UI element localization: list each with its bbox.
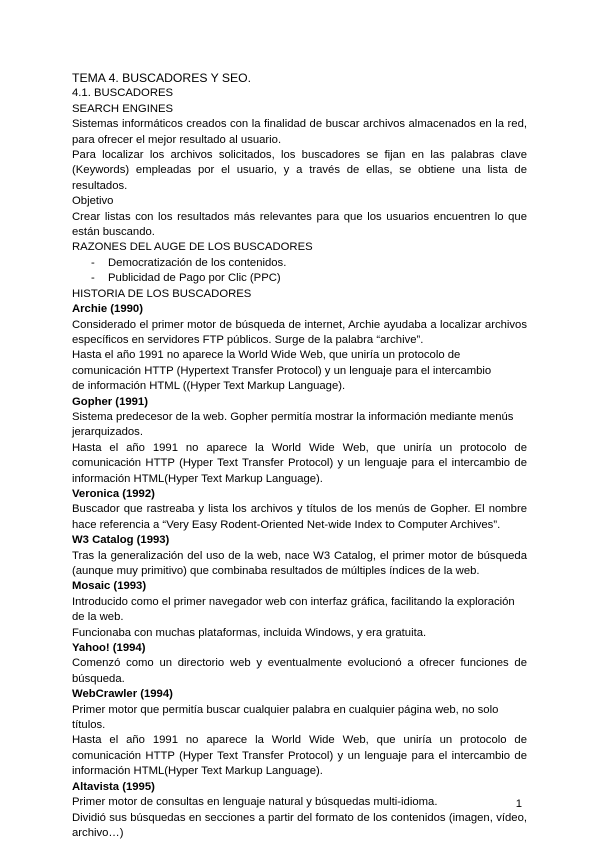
objetivo-text: Crear listas con los resultados más relevantes para que los usuarios encuentren lo que están buscando. — [72, 210, 527, 239]
list-item — [72, 256, 527, 271]
engine-heading-w3catalog: W3 Catalog (1993) — [72, 534, 170, 547]
engine-paragraph: Hasta el año 1991 no aparece la World Wide Web, que uniría un protocolo de — [72, 349, 461, 362]
list-item-text: Democratización de los contenidos. — [108, 256, 287, 269]
document-title: TEMA 4. BUSCADORES Y SEO. — [72, 71, 252, 85]
engine-paragraph: Primer motor de consultas en lenguaje natural y búsquedas multi-idioma. — [72, 796, 438, 809]
intro-paragraph-1: Sistemas informáticos creados con la finalidad de buscar archivos almacenados en la red, para ofrecer el mejor resultado al usuario. — [72, 118, 527, 146]
engine-heading-veronica: Veronica (1992) — [72, 487, 155, 500]
engine-heading-yahoo: Yahoo! (1994) — [72, 642, 146, 655]
engine-heading-mosaic: Mosaic (1993) — [72, 580, 147, 593]
engine-paragraph: Comenzó como un directorio web y eventualmente evolucionó a ofrecer funciones de búsqueda. — [72, 657, 527, 685]
engine-heading-webcrawler: WebCrawler (1994) — [72, 688, 173, 701]
engine-paragraph: Hasta el año 1991 no aparece la World Wide Web, que uniría un protocolo de comunicación HTTP (Hyper Text Transfer Protocol) y un lenguaje para el intercambio de información HTML(Hyper Text Markup Language). — [72, 734, 527, 778]
document-page — [72, 71, 527, 841]
engine-paragraph: Funcionaba con muchas plataformas, incluida Windows, y era gratuita. — [72, 626, 427, 639]
engine-paragraph: Considerado el primer motor de búsqueda de internet, Archie ayudaba a localizar archivos específicos en servidores FTP públicos. Surge de la palabra “archive”. — [72, 318, 527, 346]
historia-heading: HISTORIA DE LOS BUSCADORES — [72, 287, 252, 300]
razones-heading: RAZONES DEL AUGE DE LOS BUSCADORES — [72, 241, 313, 254]
engine-heading-archie: Archie (1990) — [72, 303, 143, 316]
dash-bullet: - — [91, 256, 95, 269]
page-number: 1 — [515, 798, 522, 810]
engine-paragraph: de información HTML ((Hyper Text Markup Language). — [72, 380, 346, 393]
razones-list — [72, 256, 527, 287]
engine-paragraph: Primer motor que permitía buscar cualquier palabra en cualquier página web, no solo títulos. — [72, 703, 499, 732]
intro-paragraph-2: Para localizar los archivos solicitados, los buscadores se fijan en las palabras clave (Keywords) empleadas por el usuario, y a través de ellas, se obtiene una lista de resultados. — [72, 149, 527, 192]
section-heading: 4.1. BUSCADORES — [72, 87, 174, 100]
engine-heading-gopher: Gopher (1991) — [72, 395, 148, 408]
engine-paragraph: Introducido como el primer navegador web con interfaz gráfica, facilitando la exploración de la web. — [72, 595, 515, 624]
objetivo-heading: Objetivo — [72, 195, 114, 208]
engine-heading-altavista: Altavista (1995) — [72, 780, 155, 793]
subtitle: SEARCH ENGINES — [72, 102, 174, 115]
dash-bullet: - — [91, 272, 95, 285]
engine-paragraph: Hasta el año 1991 no aparece la World Wide Web, que uniría un protocolo de comunicación HTTP (Hyper Text Transfer Protocol) y un lenguaje para el intercambio de información HTML(Hyper Text Markup Language). — [72, 441, 527, 485]
engine-paragraph: Dividió sus búsquedas en secciones a partir del formato de los contenidos (imagen, vídeo, archivo…) — [72, 811, 527, 839]
list-item — [72, 271, 527, 286]
engine-paragraph: Buscador que rastreaba y lista los archivos y títulos de los menús de Gopher. El nombre hace referencia a “Very Easy Rodent-Oriented Net-wide Index to Computer Archives”. — [72, 503, 527, 531]
engine-paragraph: comunicación HTTP (Hypertext Transfer Protocol) y un lenguaje para el intercambio — [72, 364, 492, 377]
list-item-text: Publicidad de Pago por Clic (PPC) — [108, 272, 281, 285]
engine-paragraph: Sistema predecesor de la web. Gopher permitía mostrar la información mediante menús jerarquizados. — [72, 410, 514, 439]
engine-paragraph: Tras la generalización del uso de la web, nace W3 Catalog, el primer motor de búsqueda (aunque muy primitivo) que combinaba resultados de múltiples índices de la web. — [72, 549, 527, 577]
